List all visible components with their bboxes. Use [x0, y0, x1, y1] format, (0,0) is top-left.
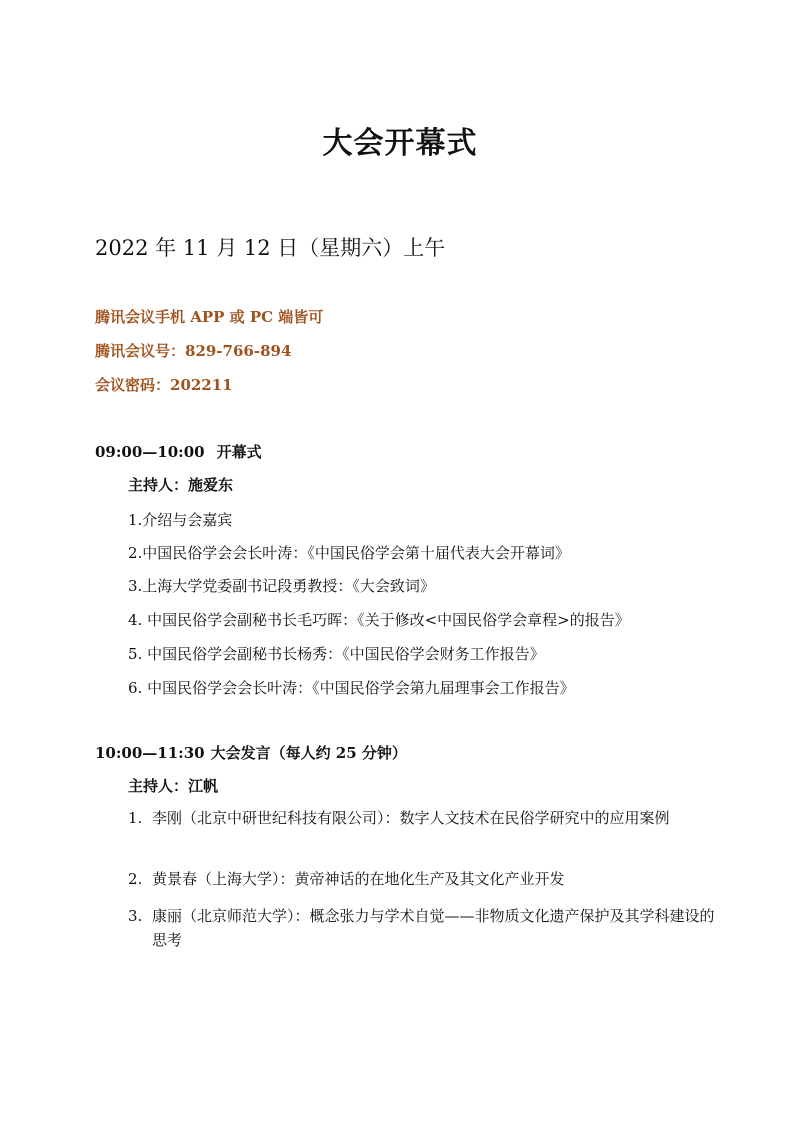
agenda-item: 5. 中国民俗学会副秘书长杨秀：《中国民俗学会财务工作报告》: [128, 645, 545, 663]
talk-text: 黄景春（上海大学）：黄帝神话的在地化生产及其文化产业开发: [152, 870, 565, 888]
talk-text: 李刚（北京中研世纪科技有限公司）：数字人文技术在民俗学研究中的应用案例: [152, 809, 670, 827]
talk-item: [128, 904, 728, 952]
session-opening-heading: [95, 441, 262, 462]
session-time: 09:00—10:00: [95, 443, 205, 461]
agenda-item: 1.介绍与会嘉宾: [128, 511, 233, 529]
talk-number: 3.: [128, 907, 143, 925]
session-host: 主持人：施爱东: [128, 476, 234, 494]
session-name: 大会发言（每人约 25 分钟）: [210, 744, 407, 762]
session-speeches-heading: [95, 742, 407, 763]
agenda-item: 4. 中国民俗学会副秘书长毛巧晖：《关于修改<中国民俗学会章程>的报告》: [128, 611, 630, 629]
meeting-password: 会议密码：202211: [95, 376, 233, 394]
meeting-platform: 腾讯会议手机 APP 或 PC 端皆可: [95, 308, 324, 326]
talk-number: 1.: [128, 809, 143, 827]
page-title: 大会开幕式: [322, 126, 478, 161]
agenda-item: 6. 中国民俗学会会长叶涛：《中国民俗学会第九届理事会工作报告》: [128, 679, 575, 697]
agenda-item: 2.中国民俗学会会长叶涛：《中国民俗学会第十届代表大会开幕词》: [128, 544, 570, 562]
agenda-item: 3.上海大学党委副书记段勇教授：《大会致词》: [128, 577, 435, 595]
talk-number: 2.: [128, 870, 143, 888]
session-name: 开幕式: [216, 443, 262, 461]
session-time: 10:00—11:30: [95, 744, 205, 762]
talk-item: [128, 806, 728, 830]
session-host: 主持人：江帆: [128, 777, 219, 795]
meeting-id: 腾讯会议号：829-766-894: [95, 342, 292, 360]
talk-text: 康丽（北京师范大学）：概念张力与学术自觉——非物质文化遗产保护及其学科建设的思考: [152, 907, 715, 949]
talk-item: [128, 867, 728, 891]
event-date: 2022 年 11 月 12 日（星期六）上午: [95, 236, 446, 260]
